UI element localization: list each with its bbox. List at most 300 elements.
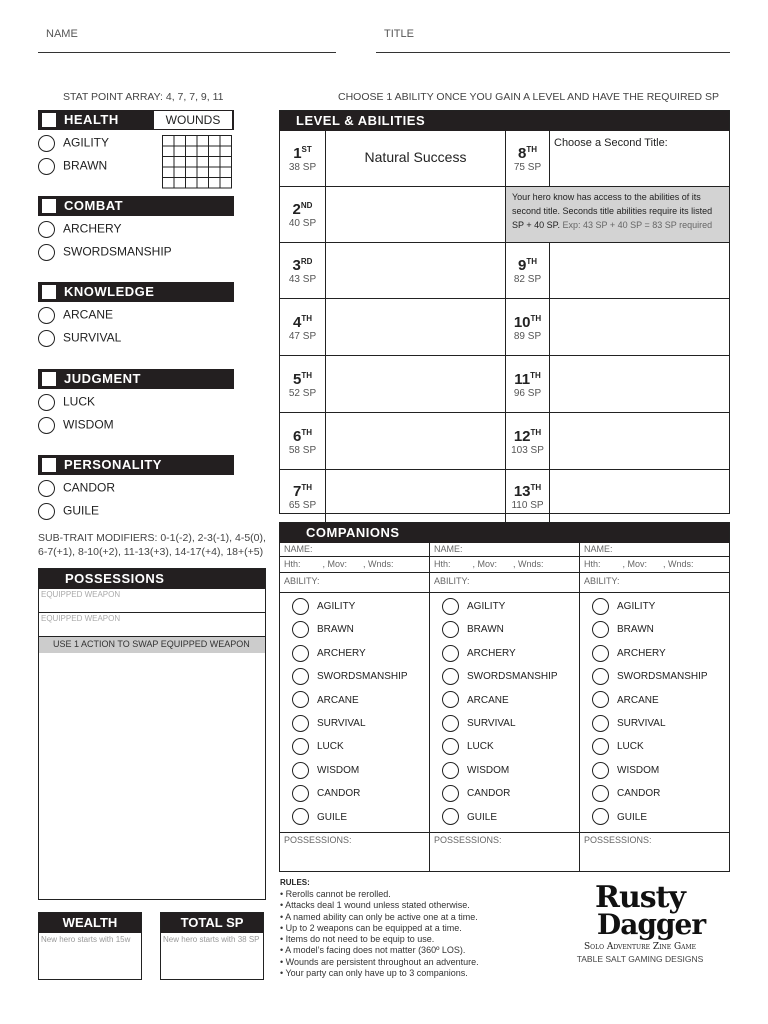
level-sp: 47 SP — [288, 330, 317, 342]
logo-line-2: Dagger — [596, 908, 706, 941]
wound-cell[interactable] — [186, 167, 198, 178]
trait-title: KNOWLEDGE — [64, 284, 155, 299]
companion-skill-arcane[interactable] — [280, 689, 429, 712]
companions-columns — [280, 543, 729, 871]
companion-skill-circle-icon[interactable] — [592, 668, 609, 685]
companion-skill-label: SWORDSMANSHIP — [467, 671, 558, 683]
skill-candor[interactable] — [38, 480, 115, 497]
wound-cell[interactable] — [220, 178, 232, 189]
level-suffix: TH — [301, 427, 312, 437]
companion-possessions-field[interactable] — [280, 833, 429, 869]
wound-cell[interactable] — [163, 157, 175, 168]
level-sp: 58 SP — [288, 444, 317, 456]
wound-cell[interactable] — [197, 146, 209, 157]
companion-skill-label: CANDOR — [467, 788, 511, 800]
companion-skill-circle-icon[interactable] — [292, 715, 309, 732]
skill-luck[interactable] — [38, 394, 95, 411]
companion-skill-survival[interactable] — [280, 712, 429, 735]
companion-skill-label: ARCANE — [467, 694, 509, 706]
level-sp: 43 SP — [288, 274, 317, 285]
trait-score-box[interactable] — [42, 113, 56, 127]
companion-skill-label: WISDOM — [317, 764, 360, 776]
companion-skill-circle-icon[interactable] — [592, 738, 609, 755]
companion-skill-archery[interactable] — [580, 642, 729, 665]
companion-skill-survival[interactable] — [430, 712, 579, 735]
companion-skill-circle-icon[interactable] — [442, 598, 459, 615]
skill-agility[interactable] — [38, 135, 109, 152]
level-number — [506, 428, 549, 445]
skill-circle-icon[interactable] — [38, 221, 55, 238]
rules-section — [280, 878, 550, 979]
level-num: 7 — [292, 483, 302, 500]
wound-cell[interactable] — [174, 157, 186, 168]
level-ability-cell[interactable] — [326, 131, 506, 186]
companion-skill-arcane[interactable] — [580, 689, 729, 712]
companion-skill-circle-icon[interactable] — [292, 738, 309, 755]
wound-cell[interactable] — [163, 178, 175, 189]
wound-cell[interactable] — [220, 146, 232, 157]
level-number — [280, 201, 325, 218]
companion-mov-label: , Mov: — [622, 559, 648, 569]
wound-cell[interactable] — [174, 136, 186, 147]
level-suffix: TH — [301, 313, 312, 323]
companion-skill-circle-icon[interactable] — [592, 645, 609, 662]
logo-publisher: TABLE SALT GAMING DESIGNS — [576, 954, 704, 964]
companion-skill-label: GUILE — [317, 811, 348, 823]
companion-skill-label: CANDOR — [317, 788, 361, 800]
skill-brawn[interactable] — [38, 158, 107, 175]
level-number — [280, 257, 325, 274]
companion-name-field[interactable] — [280, 543, 429, 557]
skill-label: SWORDSMANSHIP — [63, 244, 172, 259]
title-field[interactable] — [376, 52, 730, 53]
companion-skill-circle-icon[interactable] — [442, 785, 459, 802]
level-ability: Natural Success — [364, 149, 467, 165]
skill-circle-icon[interactable] — [38, 480, 55, 497]
trait-score-box[interactable] — [42, 285, 56, 299]
companion-ability-field[interactable] — [580, 573, 729, 593]
companion-skill-list — [280, 593, 429, 833]
companion-name-label: NAME: — [434, 544, 463, 554]
companion-skill-circle-icon[interactable] — [442, 691, 459, 708]
companion-name-field[interactable] — [580, 543, 729, 557]
skill-label: SURVIVAL — [63, 330, 122, 345]
level-num: 5 — [292, 370, 302, 388]
wounds-label: WOUNDS — [154, 111, 232, 129]
level-ability-cell[interactable] — [326, 470, 506, 524]
level-ability-cell[interactable] — [550, 413, 729, 469]
companion-skill-label: SWORDSMANSHIP — [617, 671, 708, 683]
companion-column — [580, 543, 729, 871]
level-ability-cell[interactable] — [550, 299, 729, 355]
rule-item: • Wounds are persistent throughout an adventure. — [280, 956, 479, 967]
wound-cell[interactable] — [186, 157, 198, 168]
companion-skill-circle-icon[interactable] — [292, 645, 309, 662]
trait-title: HEALTH — [64, 112, 119, 127]
companion-skill-guile[interactable] — [430, 806, 579, 829]
skill-circle-icon[interactable] — [38, 330, 55, 347]
companion-skill-circle-icon[interactable] — [442, 645, 459, 662]
companion-ability-label: ABILITY: — [434, 576, 470, 586]
total-sp-note: New hero starts with 38 SP — [163, 935, 260, 944]
level-ability-cell[interactable] — [550, 243, 729, 298]
level-suffix: ND — [300, 201, 313, 210]
wound-cell[interactable] — [209, 157, 221, 168]
trait-header-personality — [38, 455, 234, 475]
wounds-grid[interactable] — [162, 135, 234, 194]
level-ability-cell[interactable] — [550, 131, 729, 186]
companion-skill-circle-icon[interactable] — [292, 808, 309, 825]
skill-label: WISDOM — [63, 417, 114, 432]
level-number-cell — [506, 470, 550, 524]
companion-skill-circle-icon[interactable] — [442, 668, 459, 685]
companion-skill-label: WISDOM — [467, 764, 510, 776]
companion-possessions-label: POSSESSIONS: — [434, 835, 502, 845]
companion-skill-label: AGILITY — [617, 601, 656, 612]
level-number-cell — [280, 187, 326, 242]
modifiers-line-2: 6-7(+1), 8-10(+2), 11-13(+3), 14-17(+4), 18+(+5) — [38, 546, 264, 558]
companion-skill-circle-icon[interactable] — [442, 808, 459, 825]
skill-label: ARCANE — [63, 307, 114, 322]
level-ability-cell[interactable] — [550, 470, 729, 524]
companion-skill-guile[interactable] — [580, 806, 729, 829]
level-row — [280, 243, 729, 299]
companion-hth-label: Hth: — [584, 559, 601, 569]
companion-stats-field[interactable] — [280, 557, 429, 573]
trait-title: PERSONALITY — [64, 457, 162, 472]
level-sp: 103 SP — [511, 444, 544, 456]
wound-cell[interactable] — [209, 136, 221, 147]
wealth-note: New hero starts with 15w — [41, 935, 131, 944]
skill-circle-icon[interactable] — [38, 135, 55, 152]
companion-skill-label: ARCANE — [317, 694, 359, 706]
companion-skill-brawn[interactable] — [280, 618, 429, 641]
level-sp: 75 SP — [513, 162, 542, 173]
companion-skill-circle-icon[interactable] — [292, 668, 309, 685]
skill-circle-icon[interactable] — [38, 417, 55, 434]
level-sp: 96 SP — [513, 387, 542, 399]
companion-ability-field[interactable] — [430, 573, 579, 593]
companion-wnds-label: , Wnds: — [663, 559, 694, 569]
second-title-example: Exp: 43 SP + 40 SP = 83 SP required — [562, 220, 713, 230]
equipped-weapon-slot-1[interactable]: EQUIPPED WEAPON — [39, 589, 265, 613]
wounds-grid-svg — [162, 135, 234, 189]
companion-skill-agility[interactable] — [280, 595, 429, 618]
level-row — [280, 356, 729, 413]
companion-skill-circle-icon[interactable] — [292, 691, 309, 708]
rule-text: Attacks deal 1 wound unless stated otherwise. — [285, 900, 470, 911]
level-suffix: TH — [301, 483, 312, 492]
wound-cell[interactable] — [186, 136, 198, 147]
companion-skill-label: LUCK — [467, 741, 494, 753]
rule-text: A named ability can only be active one at a time. — [285, 911, 478, 922]
wound-cell[interactable] — [197, 167, 209, 178]
companion-hth-label: Hth: — [434, 559, 451, 569]
level-number — [506, 483, 549, 500]
level-num: 3 — [292, 257, 301, 274]
companion-skill-circle-icon[interactable] — [442, 738, 459, 755]
companion-skill-luck[interactable] — [280, 735, 429, 758]
companion-skill-label: ARCANE — [617, 694, 659, 706]
level-row — [280, 187, 729, 243]
level-suffix: TH — [301, 370, 312, 380]
skill-survival[interactable] — [38, 330, 121, 347]
rule-item: • Rerolls cannot be rerolled. — [280, 889, 391, 899]
companion-stats-field[interactable] — [580, 557, 729, 573]
companion-skill-agility[interactable] — [430, 595, 579, 618]
companion-skill-label: AGILITY — [467, 601, 506, 612]
companion-skill-circle-icon[interactable] — [292, 785, 309, 802]
level-sp: 38 SP — [288, 162, 317, 173]
levels-panel — [279, 110, 730, 514]
wealth-title: WEALTH — [39, 913, 141, 933]
wound-cell[interactable] — [197, 178, 209, 189]
companion-skill-guile[interactable] — [280, 806, 429, 829]
rule-text: Rerolls cannot be rerolled. — [285, 889, 391, 899]
levels-title: LEVEL & ABILITIES — [280, 111, 729, 131]
companions-panel — [279, 522, 730, 872]
companion-skill-label: CANDOR — [617, 788, 661, 800]
level-num: 9 — [517, 257, 527, 274]
level-number — [280, 483, 325, 500]
rule-item: • Your party can only have up to 3 companions. — [280, 968, 468, 979]
skill-archery[interactable] — [38, 221, 121, 238]
level-num: 1 — [293, 145, 302, 162]
companion-skill-label: BRAWN — [467, 624, 504, 636]
skill-circle-icon[interactable] — [38, 307, 55, 324]
wound-cell[interactable] — [163, 136, 175, 147]
level-row — [280, 413, 729, 470]
rule-text: Your party can only have up to 3 companions. — [285, 968, 468, 979]
level-number-cell — [506, 131, 550, 186]
level-suffix: TH — [530, 370, 541, 380]
rule-item: • Up to 2 weapons can be equipped at a time. — [280, 922, 462, 933]
equipped-weapon-slot-2[interactable]: EQUIPPED WEAPON — [39, 613, 265, 637]
wound-cell[interactable] — [197, 136, 209, 147]
companion-stats-field[interactable] — [430, 557, 579, 573]
companion-skill-survival[interactable] — [580, 712, 729, 735]
companion-skill-label: ARCHERY — [467, 647, 516, 659]
wound-cell[interactable] — [197, 157, 209, 168]
companion-skill-agility[interactable] — [580, 595, 729, 618]
companion-skill-brawn[interactable] — [430, 618, 579, 641]
companion-skill-circle-icon[interactable] — [592, 785, 609, 802]
companion-skill-circle-icon[interactable] — [292, 621, 309, 638]
level-suffix: TH — [526, 257, 537, 266]
companion-skill-arcane[interactable] — [430, 689, 579, 712]
wound-cell[interactable] — [174, 167, 186, 178]
companion-skill-circle-icon[interactable] — [292, 762, 309, 779]
rule-item: • A model’s facing does not matter (360º LOS). — [280, 945, 466, 956]
trait-header-judgment — [38, 369, 234, 389]
trait-score-box[interactable] — [42, 372, 56, 386]
companion-skill-circle-icon[interactable] — [592, 715, 609, 732]
modifiers-line-1: SUB-TRAIT MODIFIERS: 0-1(-2), 2-3(-1), 4-5(0), — [38, 532, 266, 544]
companion-name-label: NAME: — [584, 544, 613, 554]
level-num: 8 — [517, 145, 527, 162]
level-num: 6 — [292, 427, 302, 445]
companion-skill-swordsmanship[interactable] — [430, 665, 579, 688]
trait-score-box[interactable] — [42, 458, 56, 472]
companion-skill-swordsmanship[interactable] — [580, 665, 729, 688]
level-sp: 82 SP — [513, 274, 542, 285]
companion-skill-label: ARCHERY — [617, 647, 666, 659]
skill-label: CANDOR — [63, 480, 116, 495]
companion-skill-label: BRAWN — [317, 624, 354, 636]
companion-skill-circle-icon[interactable] — [592, 621, 609, 638]
wound-cell[interactable] — [163, 146, 175, 157]
level-sp: 52 SP — [288, 387, 317, 399]
wound-cell[interactable] — [174, 178, 186, 189]
companion-skill-wisdom[interactable] — [580, 759, 729, 782]
companion-possessions-field[interactable] — [430, 833, 579, 869]
companion-skill-candor[interactable] — [580, 782, 729, 805]
trait-title: JUDGMENT — [64, 371, 141, 386]
companion-skill-circle-icon[interactable] — [592, 762, 609, 779]
companion-skill-circle-icon[interactable] — [592, 691, 609, 708]
companion-skill-archery[interactable] — [280, 642, 429, 665]
companion-skill-label: SWORDSMANSHIP — [317, 671, 408, 683]
rule-item: • Attacks deal 1 wound unless stated otherwise. — [280, 900, 470, 911]
skill-circle-icon[interactable] — [38, 244, 55, 261]
companion-mov-label: , Mov: — [322, 559, 348, 569]
companion-skill-label: SURVIVAL — [617, 717, 666, 729]
companion-skill-circle-icon[interactable] — [592, 598, 609, 615]
wound-cell[interactable] — [186, 178, 198, 189]
level-number — [280, 145, 325, 162]
companion-possessions-label: POSSESSIONS: — [284, 835, 352, 845]
skill-label: LUCK — [63, 394, 96, 409]
wound-cell[interactable] — [209, 167, 221, 178]
level-num: 4 — [292, 313, 302, 331]
wound-cell[interactable] — [174, 146, 186, 157]
trait-score-box[interactable] — [42, 199, 56, 213]
level-row — [280, 131, 729, 187]
rule-text: Up to 2 weapons can be equipped at a time. — [285, 922, 462, 933]
wound-cell[interactable] — [209, 146, 221, 157]
wound-cell[interactable] — [209, 178, 221, 189]
companion-skill-swordsmanship[interactable] — [280, 665, 429, 688]
wound-cell[interactable] — [163, 167, 175, 178]
rule-item: • Items do not need to be equip to use. — [280, 934, 435, 945]
level-num: 10 — [513, 313, 531, 331]
companion-skill-wisdom[interactable] — [430, 759, 579, 782]
possessions-area[interactable] — [39, 653, 265, 895]
level-number-cell — [506, 413, 550, 469]
skill-circle-icon[interactable] — [38, 503, 55, 520]
companion-skill-brawn[interactable] — [580, 618, 729, 641]
companion-skill-label: AGILITY — [317, 601, 356, 612]
name-field[interactable] — [38, 52, 336, 53]
companion-skill-luck[interactable] — [430, 735, 579, 758]
companion-skill-list — [430, 593, 579, 833]
rule-text: A model’s facing does not matter (360º LOS). — [285, 945, 466, 956]
skill-label: BRAWN — [63, 158, 108, 173]
companion-possessions-field[interactable] — [580, 833, 729, 869]
second-title-note — [506, 187, 729, 242]
rusty-dagger-logo — [566, 880, 714, 984]
name-label: NAME — [46, 28, 78, 40]
skill-arcane[interactable] — [38, 307, 113, 324]
companion-skill-circle-icon[interactable] — [442, 715, 459, 732]
level-num: 11 — [514, 370, 531, 388]
level-ability-cell[interactable] — [326, 413, 506, 469]
rule-text: Items do not need to be equip to use. — [285, 934, 435, 945]
companion-skill-archery[interactable] — [430, 642, 579, 665]
level-ability-cell[interactable] — [326, 299, 506, 355]
skill-wisdom[interactable] — [38, 417, 114, 434]
companion-name-field[interactable] — [430, 543, 579, 557]
level-ability-cell[interactable] — [326, 243, 506, 298]
level-sp: 65 SP — [288, 500, 317, 511]
wound-cell[interactable] — [220, 157, 232, 168]
level-number — [506, 371, 549, 388]
possessions-title: POSSESSIONS — [39, 569, 265, 589]
wealth-box[interactable] — [38, 912, 142, 980]
total-sp-title: TOTAL SP — [161, 913, 263, 933]
total-sp-box[interactable] — [160, 912, 264, 980]
companion-ability-label: ABILITY: — [284, 576, 320, 586]
level-num: 12 — [513, 427, 531, 445]
wound-cell[interactable] — [220, 136, 232, 147]
companion-skill-candor[interactable] — [280, 782, 429, 805]
companions-title: COMPANIONS — [280, 523, 729, 543]
companion-ability-field[interactable] — [280, 573, 429, 593]
companion-ability-label: ABILITY: — [584, 576, 620, 586]
possessions-panel — [38, 568, 266, 900]
level-suffix: TH — [530, 483, 542, 492]
companion-skill-candor[interactable] — [430, 782, 579, 805]
wound-cell[interactable] — [220, 167, 232, 178]
skill-circle-icon[interactable] — [38, 158, 55, 175]
level-number — [506, 257, 549, 274]
skill-label: GUILE — [63, 503, 100, 518]
skill-label: AGILITY — [63, 135, 110, 150]
level-ability-cell[interactable] — [550, 356, 729, 412]
skill-swordsmanship[interactable] — [38, 244, 172, 261]
skill-circle-icon[interactable] — [38, 394, 55, 411]
level-number-cell — [280, 413, 326, 469]
level-number-cell — [280, 131, 326, 186]
companion-skill-label: LUCK — [617, 741, 644, 753]
companion-skill-wisdom[interactable] — [280, 759, 429, 782]
companion-skill-label: LUCK — [317, 741, 344, 753]
skill-guile[interactable] — [38, 503, 99, 520]
companion-mov-label: , Mov: — [472, 559, 498, 569]
level-ability-cell[interactable] — [326, 187, 506, 242]
level-number-cell — [280, 356, 326, 412]
companion-wnds-label: , Wnds: — [363, 559, 394, 569]
trait-title: COMBAT — [64, 198, 124, 213]
stat-array-note: STAT POINT ARRAY: 4, 7, 7, 9, 11 — [63, 91, 224, 103]
companion-skill-circle-icon[interactable] — [442, 762, 459, 779]
wound-cell[interactable] — [186, 146, 198, 157]
level-number — [506, 314, 549, 331]
rules-title: RULES: — [280, 878, 310, 887]
companion-skill-label: WISDOM — [617, 764, 660, 776]
companion-skill-circle-icon[interactable] — [442, 621, 459, 638]
companion-skill-luck[interactable] — [580, 735, 729, 758]
level-number — [506, 145, 549, 162]
level-sp: 89 SP — [513, 330, 542, 342]
level-ability-cell[interactable] — [326, 356, 506, 412]
companion-skill-circle-icon[interactable] — [292, 598, 309, 615]
companion-skill-circle-icon[interactable] — [592, 808, 609, 825]
companion-skill-label: ARCHERY — [317, 647, 366, 659]
level-number-cell — [506, 356, 550, 412]
logo-line-1: Rusty — [595, 880, 685, 915]
skill-label: ARCHERY — [63, 221, 122, 236]
